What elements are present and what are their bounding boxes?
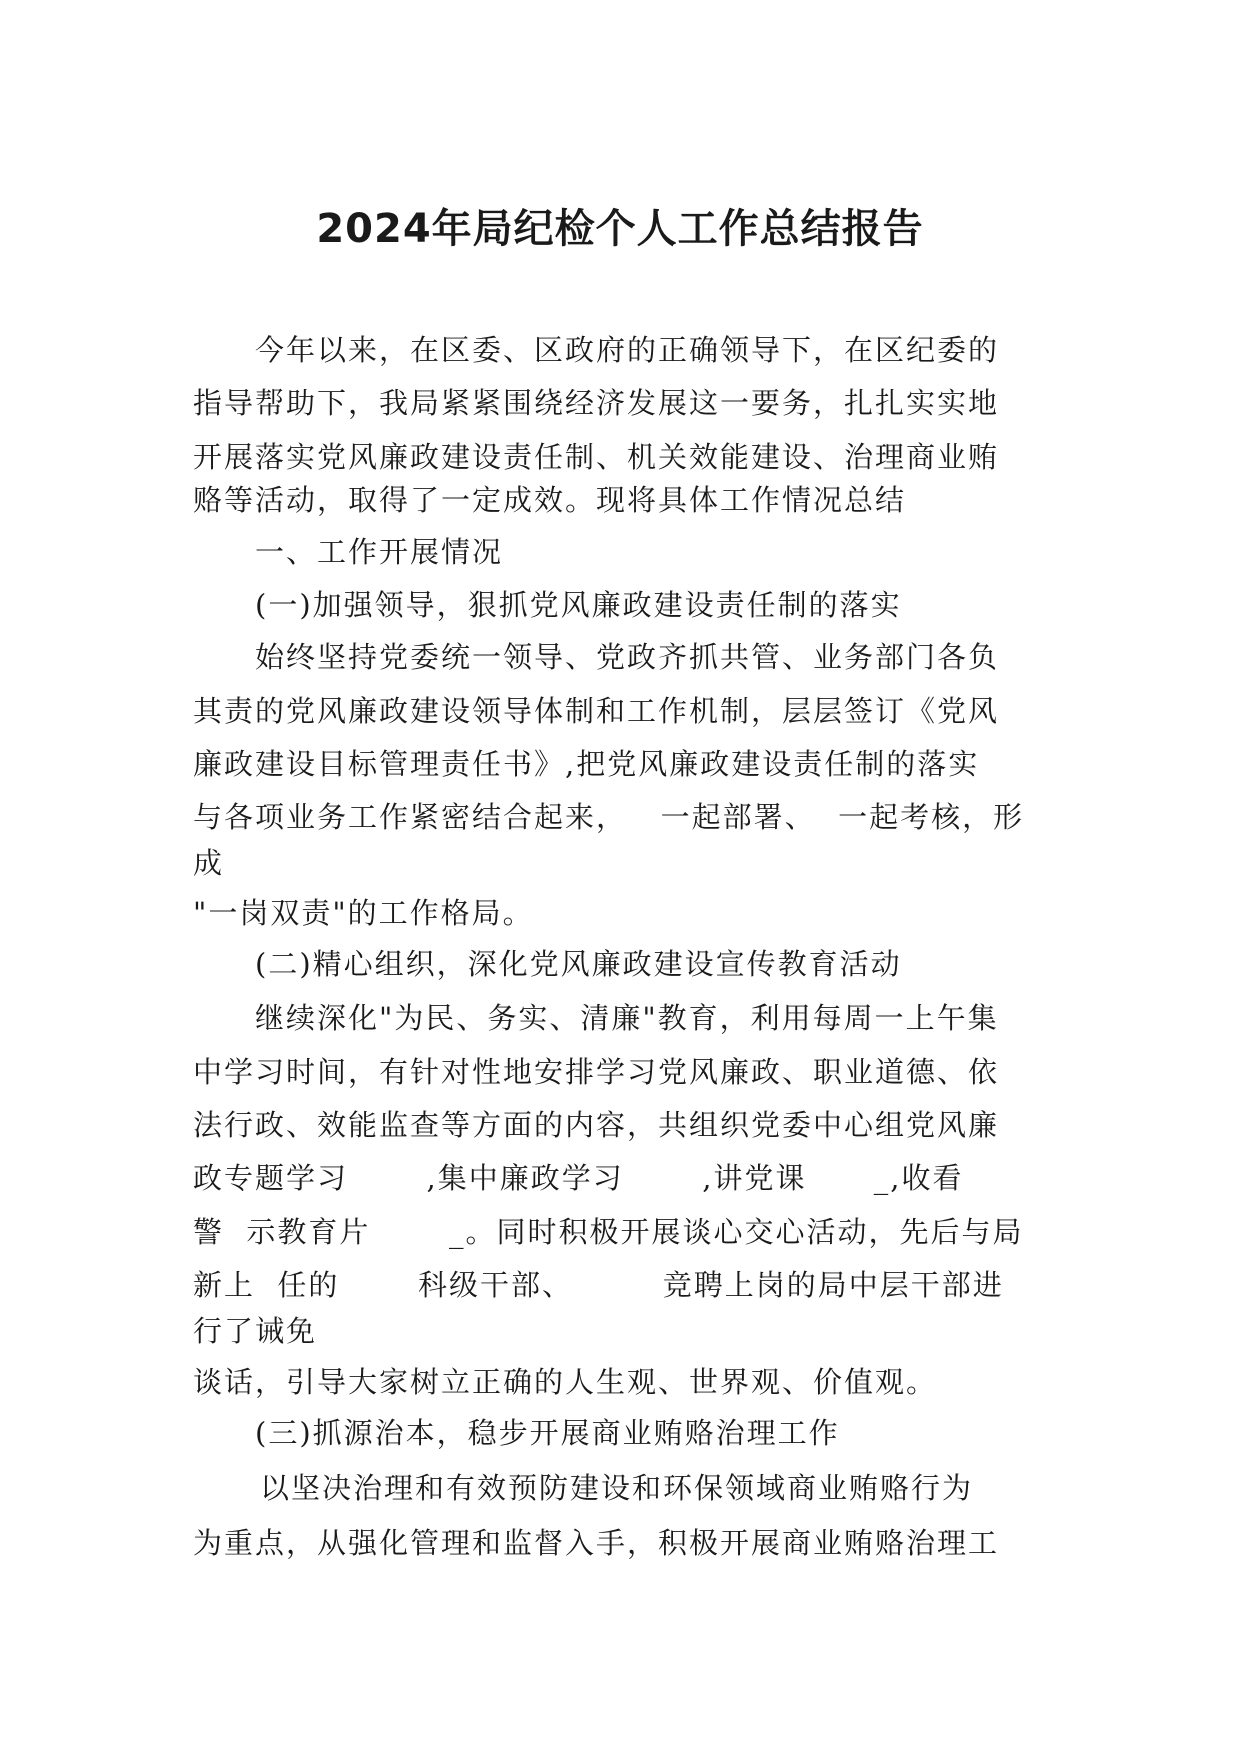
paragraph-line: 始终坚持党委统一领导、党政齐抓共管、业务部门各负 (255, 640, 1000, 674)
paragraph-line: 新上 任的 科级干部、 竞聘上岗的局中层干部进 (193, 1268, 1004, 1302)
paragraph-line: 以坚决治理和有效预防建设和环保领域商业贿赂行为 (260, 1471, 974, 1505)
paragraph-line: 政专题学习 ,集中廉政学习 ,讲党课 _,收看 (193, 1161, 964, 1195)
subsection-heading: (三)抓源治本，稳步开展商业贿赂治理工作 (255, 1416, 840, 1450)
subsection-heading: (二)精心组织，深化党风廉政建设宣传教育活动 (255, 947, 902, 981)
paragraph-line: 廉政建设目标管理责任书》,把党风廉政建设责任制的落实 (193, 747, 980, 781)
paragraph-line: 中学习时间，有针对性地安排学习党风廉政、职业道德、依 (193, 1055, 1000, 1089)
paragraph-line: 赂等活动，取得了一定成效。现将具体工作情况总结 (193, 483, 907, 517)
paragraph-line: 指导帮助下，我局紧紧围绕经济发展这一要务，扎扎实实地 (193, 386, 1000, 420)
paragraph-line: 警 示教育片 _。同时积极开展谈心交心活动，先后与局 (193, 1215, 1024, 1249)
paragraph-line: 开展落实党风廉政建设责任制、机关效能建设、治理商业贿 (193, 440, 1000, 474)
paragraph-line: 为重点，从强化管理和监督入手，积极开展商业贿赂治理工 (193, 1526, 1000, 1560)
section-heading: 一、工作开展情况 (255, 535, 504, 569)
paragraph-line: 谈话，引导大家树立正确的人生观、世界观、价值观。 (193, 1365, 938, 1399)
document-title: 2024年局纪检个人工作总结报告 (316, 206, 924, 252)
paragraph-line: 继续深化"为民、务实、清廉"教育，利用每周一上午集 (255, 1001, 999, 1035)
subsection-heading: (一)加强领导，狠抓党风廉政建设责任制的落实 (255, 588, 902, 622)
paragraph-line: 今年以来，在区委、区政府的正确领导下，在区纪委的 (255, 333, 1000, 367)
paragraph-line: 其责的党风廉政建设领导体制和工作机制，层层签订《党风 (193, 694, 1000, 728)
paragraph-line: 与各项业务工作紧密结合起来， 一起部署、 一起考核，形 (193, 800, 1025, 834)
paragraph-line: 成 (193, 846, 225, 880)
paragraph-line: 法行政、效能监查等方面的内容，共组织党委中心组党风廉 (193, 1108, 1000, 1142)
paragraph-line: "一岗双责"的工作格局。 (193, 896, 534, 930)
paragraph-line: 行了诫免 (193, 1314, 318, 1348)
